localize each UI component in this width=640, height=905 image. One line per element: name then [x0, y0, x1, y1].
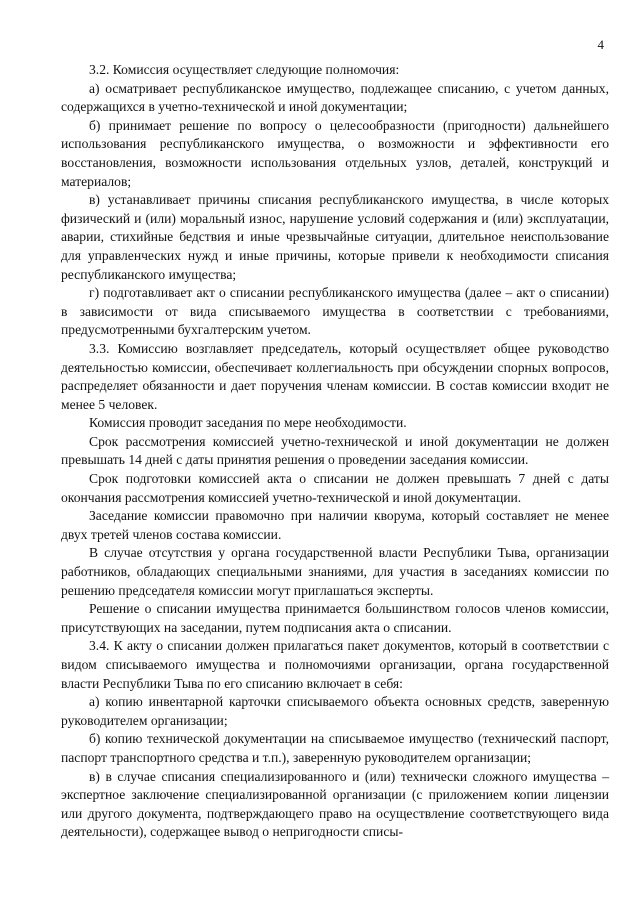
paragraph-3-4-b: б) копию технической документации на списываемое имущество (технический паспорт, паспорт транспортного средства и т.п.), заверенную руководителем организации;: [61, 731, 609, 765]
page-number: 4: [597, 37, 604, 52]
paragraph-decision: Решение о списании имущества принимается большинством голосов членов комиссии, присутствующих на заседании, путем подписания акта о списании.: [61, 601, 609, 635]
paragraph-experts: В случае отсутствия у органа государственной власти Республики Тыва, организации работников, обладающих специальными знаниями, для участия в заседаниях комиссии по решению председателя комиссии могут приглашаться эксперты.: [61, 545, 609, 598]
paragraph-quorum: Заседание комиссии правомочно при наличии кворума, который составляет не менее двух третей членов состава комиссии.: [61, 508, 609, 542]
paragraph-3-2-g: г) подготавливает акт о списании республиканского имущества (далее – акт о списании) в зависимости от вида списываемого имущества в соответствии с требованиями, предусмотренными бухгалтерским учетом.: [61, 285, 609, 338]
paragraph-3-4-a: а) копию инвентарной карточки списываемого объекта основных средств, заверенную руководителем организации;: [61, 694, 609, 728]
paragraph-3-2-b: б) принимает решение по вопросу о целесообразности (пригодности) дальнейшего использования республиканского имущества, о возможности и эффективности его восстановления, возможности использования отдельных узлов, деталей, конструкций и материалов;: [61, 117, 609, 189]
paragraph-review-term: Срок рассмотрения комиссией учетно-технической и иной документации не должен превышать 14 дней с даты принятия решения о проведении заседания комиссии.: [61, 433, 609, 468]
paragraph-act-term: Срок подготовки комиссией акта о списании не должен превышать 7 дней с даты окончания рассмотрения комиссией учетно-технической и иной документации.: [61, 471, 609, 505]
paragraph-3-2-a: а) осматривает республиканское имущество, подлежащее списанию, с учетом данных, содержащихся в учетно-технической и иной документации;: [61, 80, 609, 115]
paragraph-3-4: 3.4. К акту о списании должен прилагаться пакет документов, который в соответствии с видом списываемого имущества и полномочиями организации, органа государственной власти Республики Тыва по его списанию включает в себя:: [61, 638, 609, 691]
paragraph-3-2-v: в) устанавливает причины списания республиканского имущества, в числе которых физический и (или) моральный износ, нарушение условий содержания и (или) эксплуатации, аварии, стихийные бедствия и иные чрезвычайные ситуации, длительное неиспользование для управленческих нужд и иные причины, которые привели к необходимости списания республиканского имущества;: [61, 192, 609, 282]
document-body: [61, 61, 609, 842]
paragraph-meetings: Комиссия проводит заседания по мере необходимости.: [89, 415, 407, 431]
paragraph-3-4-v: в) в случае списания специализированного и (или) технически сложного имущества – экспертное заключение специализированной организации (с приложением копии лицензии или другого документа, подтверждающего право на осуществление соответствующего вида деятельности), содержащее вывод о непригодности списы-: [61, 768, 609, 840]
paragraph-3-2-heading: 3.2. Комиссия осуществляет следующие полномочия:: [89, 62, 400, 77]
paragraph-3-3: 3.3. Комиссию возглавляет председатель, который осуществляет общее руководство деятельностью комиссии, обеспечивает коллегиальность при обсуждении спорных вопросов, распределяет обязанности и дает поручения членам комиссии. В состав комиссии входит не менее 5 человек.: [61, 340, 609, 412]
